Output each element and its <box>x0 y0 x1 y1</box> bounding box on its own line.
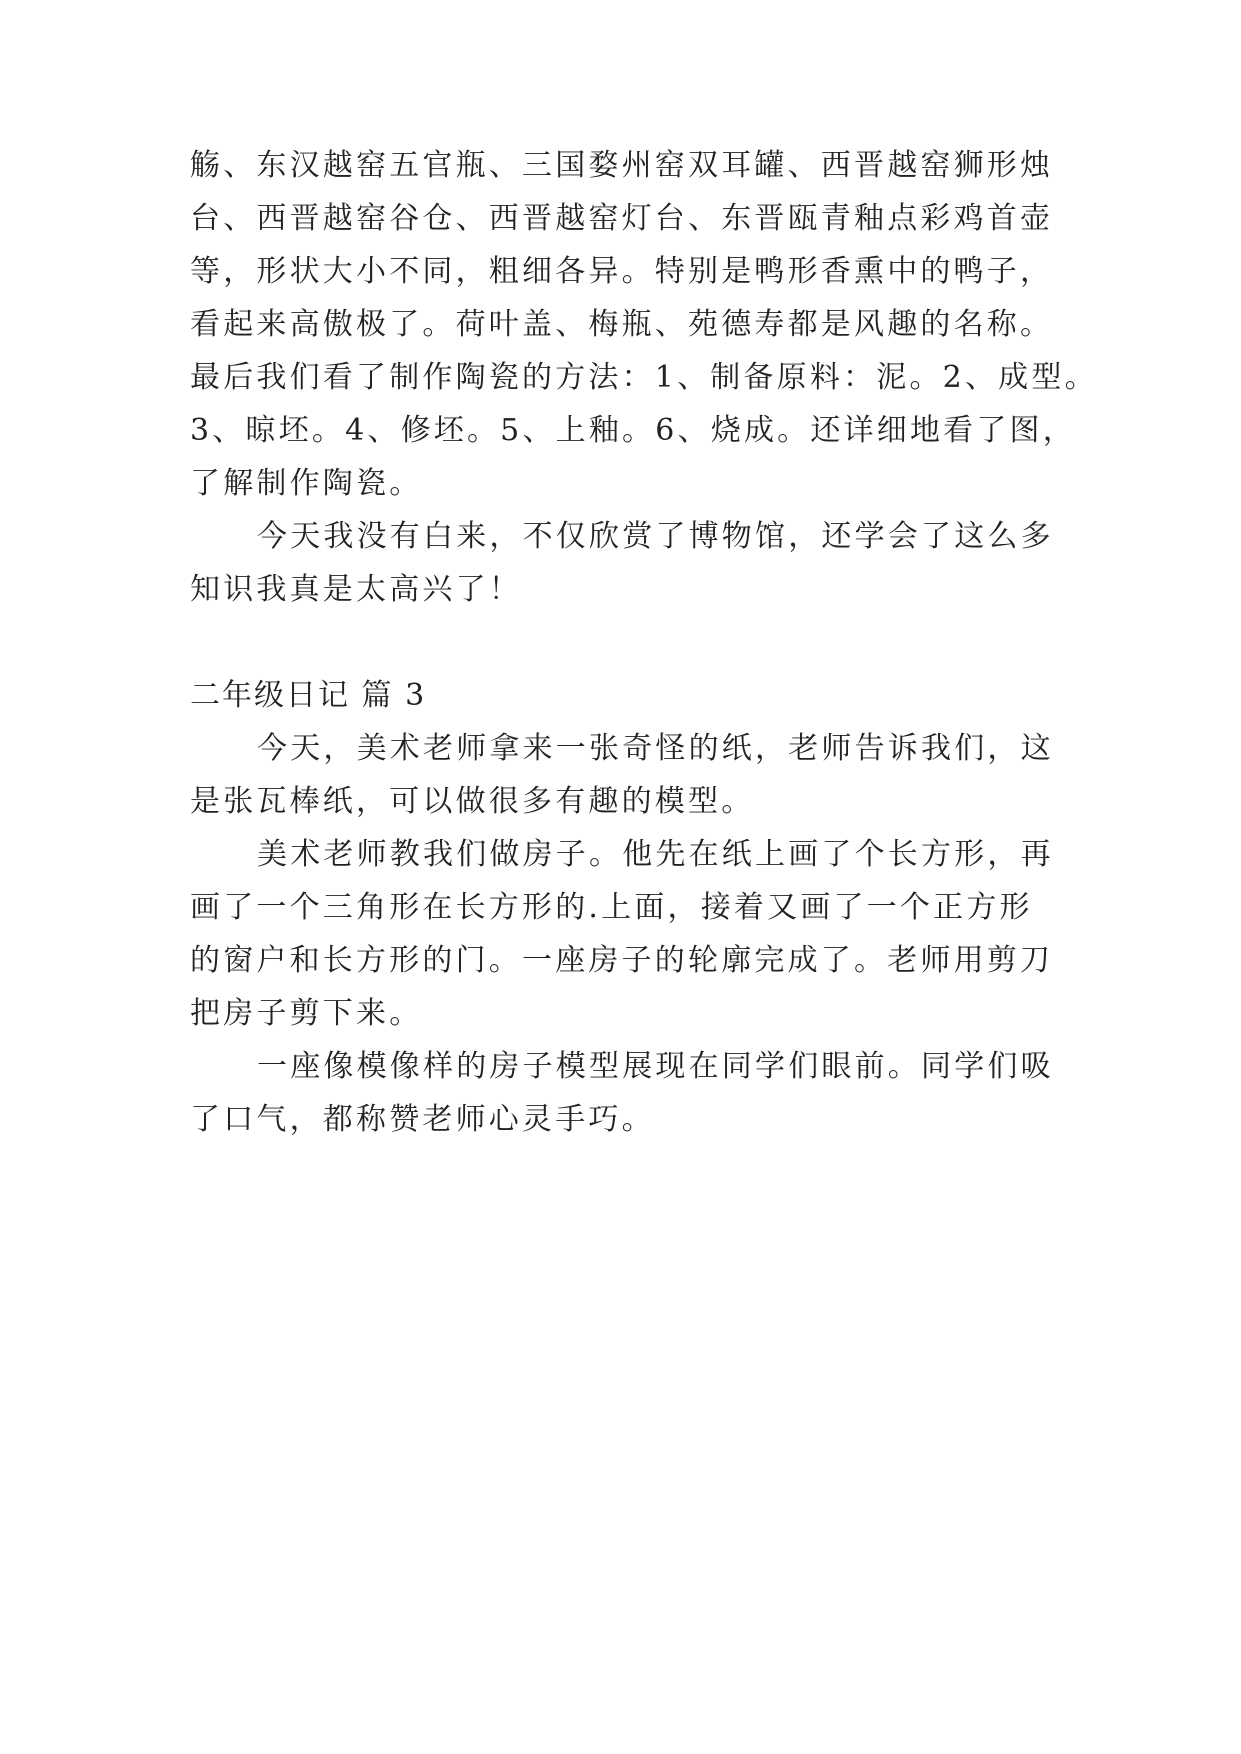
text-line: 了口气，都称赞老师心灵手巧。 <box>190 1102 655 1137</box>
text-line: 3、晾坯。4、修坯。5、上釉。6、烧成。还详细地看了图， <box>190 413 1076 448</box>
text-line: 今天我没有白来，不仅欣赏了博物馆，还学会了这么多 <box>257 519 1054 554</box>
text-line: 把房子剪下来。 <box>190 996 423 1031</box>
text-line: 画了一个三角形在长方形的.上面，接着又画了一个正方形 <box>190 890 1033 925</box>
text-line: 一座像模像样的房子模型展现在同学们眼前。同学们吸 <box>257 1049 1054 1084</box>
text-line: 最后我们看了制作陶瓷的方法：1、制备原料：泥。2、成型。 <box>190 360 1098 395</box>
text-line: 的窗户和长方形的门。一座房子的轮廓完成了。老师用剪刀 <box>190 943 1054 978</box>
text-line: 台、西晋越窑谷仓、西晋越窑灯台、东晋瓯青釉点彩鸡首壶 <box>190 201 1054 236</box>
text-line: 了解制作陶瓷。 <box>190 466 423 501</box>
text-line: 看起来高傲极了。荷叶盖、梅瓶、苑德寿都是风趣的名称。 <box>190 307 1054 342</box>
text-line: 知识我真是太高兴了！ <box>190 572 522 607</box>
text-line: 等，形状大小不同，粗细各异。特别是鸭形香熏中的鸭子， <box>190 254 1054 289</box>
text-line: 是张瓦棒纸，可以做很多有趣的模型。 <box>190 784 755 819</box>
text-line: 觞、东汉越窑五官瓶、三国婺州窑双耳罐、西晋越窑狮形烛 <box>190 148 1054 183</box>
text-line: 今天，美术老师拿来一张奇怪的纸，老师告诉我们，这 <box>257 731 1054 766</box>
text-line: 美术老师教我们做房子。他先在纸上画了个长方形，再 <box>257 837 1054 872</box>
section-heading: 二年级日记 篇 3 <box>190 678 427 713</box>
